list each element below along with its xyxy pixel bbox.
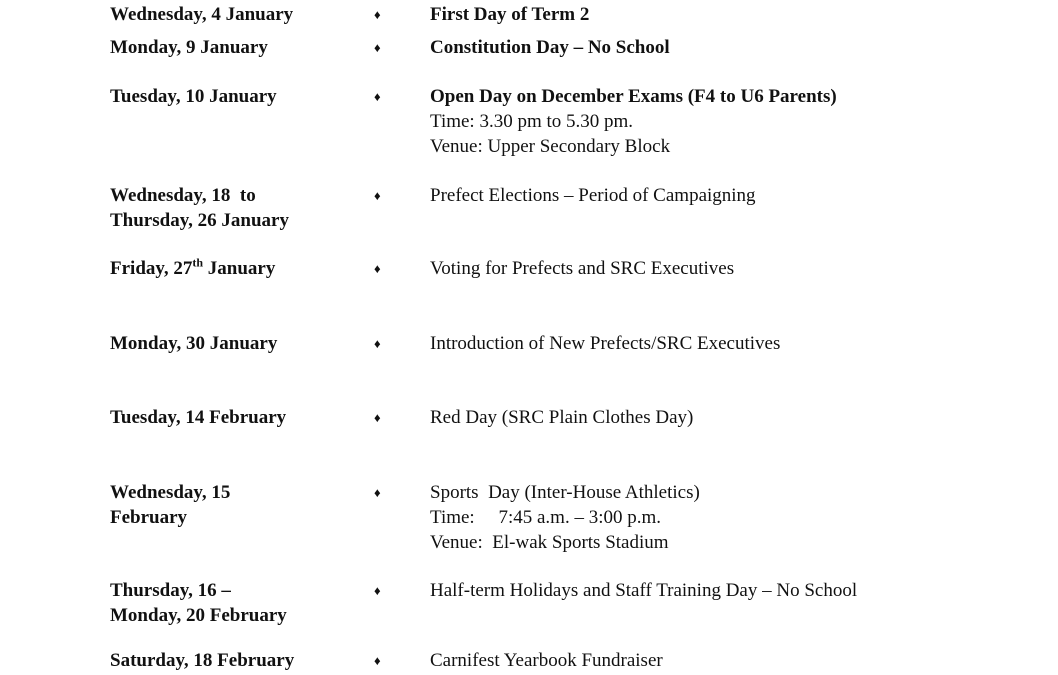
date-line: Wednesday, 18 to	[110, 185, 256, 206]
date-line: Thursday, 16 –	[110, 580, 231, 601]
event-date	[110, 648, 350, 673]
event-description	[430, 256, 1030, 281]
date-line: Monday, 30 January	[110, 333, 278, 354]
event-date	[110, 84, 350, 109]
event-description	[430, 405, 1030, 430]
desc-line: Venue: El-wak Sports Stadium	[430, 532, 669, 553]
diamond-bullet-icon: ♦	[374, 188, 381, 203]
date-line: Tuesday, 10 January	[110, 86, 277, 107]
desc-line: Constitution Day – No School	[430, 37, 670, 58]
desc-line: Sports Day (Inter-House Athletics)	[430, 482, 700, 503]
event-date	[110, 183, 350, 233]
diamond-bullet-icon: ♦	[374, 653, 381, 668]
event-date	[110, 331, 350, 356]
event-date	[110, 405, 350, 430]
date-line: Wednesday, 15	[110, 482, 231, 503]
event-description	[430, 331, 1030, 356]
date-line: Thursday, 26 January	[110, 210, 289, 231]
date-text: January	[203, 258, 276, 279]
date-line: Monday, 20 February	[110, 605, 287, 626]
desc-line: First Day of Term 2	[430, 4, 590, 25]
event-description	[430, 480, 1030, 555]
event-description	[430, 183, 1030, 208]
date-superscript: th	[192, 255, 204, 270]
event-description	[430, 35, 1030, 60]
date-text: Friday, 27	[110, 258, 193, 279]
event-description	[430, 648, 1030, 673]
desc-line: Open Day on December Exams (F4 to U6 Parents)	[430, 86, 837, 107]
desc-line: Voting for Prefects and SRC Executives	[430, 258, 735, 279]
event-date	[110, 2, 350, 27]
event-description	[430, 2, 1030, 27]
diamond-bullet-icon: ♦	[374, 336, 381, 351]
desc-line: Carnifest Yearbook Fundraiser	[430, 650, 663, 671]
desc-line: Prefect Elections – Period of Campaigning	[430, 185, 756, 206]
date-line: Monday, 9 January	[110, 37, 268, 58]
event-date	[110, 480, 350, 530]
desc-line: Time: 3.30 pm to 5.30 pm.	[430, 111, 634, 132]
desc-line: Time: 7:45 a.m. – 3:00 p.m.	[430, 507, 662, 528]
desc-line: Red Day (SRC Plain Clothes Day)	[430, 407, 694, 428]
date-line: Wednesday, 4 January	[110, 4, 294, 25]
date-line: February	[110, 507, 188, 528]
diamond-bullet-icon: ♦	[374, 485, 381, 500]
diamond-bullet-icon: ♦	[374, 40, 381, 55]
date-line: Tuesday, 14 February	[110, 407, 287, 428]
diamond-bullet-icon: ♦	[374, 261, 381, 276]
event-description	[430, 84, 1030, 159]
event-description	[430, 578, 1030, 603]
diamond-bullet-icon: ♦	[374, 583, 381, 598]
desc-line: Half-term Holidays and Staff Training Day – No School	[430, 580, 858, 601]
date-line: Saturday, 18 February	[110, 650, 295, 671]
desc-line: Venue: Upper Secondary Block	[430, 136, 671, 157]
event-date	[110, 35, 350, 60]
event-date	[110, 578, 350, 628]
diamond-bullet-icon: ♦	[374, 89, 381, 104]
diamond-bullet-icon: ♦	[374, 410, 381, 425]
event-date	[110, 256, 350, 281]
desc-line: Introduction of New Prefects/SRC Executives	[430, 333, 781, 354]
diamond-bullet-icon: ♦	[374, 7, 381, 22]
